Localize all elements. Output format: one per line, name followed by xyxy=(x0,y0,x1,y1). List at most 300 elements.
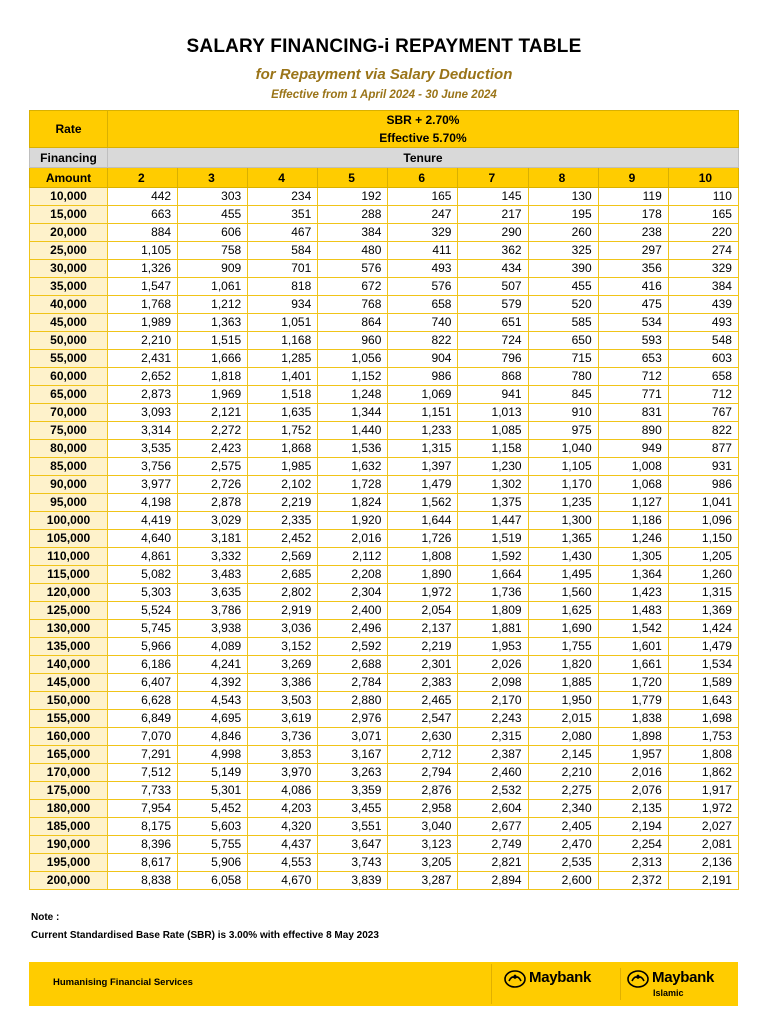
repayment-cell: 1,230 xyxy=(458,458,528,476)
repayment-cell: 2,880 xyxy=(318,692,388,710)
financing-amount-cell: 15,000 xyxy=(30,206,108,224)
repayment-cell: 442 xyxy=(108,188,178,206)
repayment-cell: 1,300 xyxy=(528,512,598,530)
financing-amount-cell: 160,000 xyxy=(30,728,108,746)
repayment-cell: 2,383 xyxy=(388,674,458,692)
repayment-cell: 2,208 xyxy=(318,566,388,584)
financing-amount-cell: 145,000 xyxy=(30,674,108,692)
maybank-tiger-mark-icon xyxy=(504,970,526,988)
repayment-cell: 2,054 xyxy=(388,602,458,620)
repayment-cell: 701 xyxy=(248,260,318,278)
maybank-tiger-mark-icon xyxy=(627,970,649,988)
repayment-cell: 1,401 xyxy=(248,368,318,386)
repayment-cell: 5,301 xyxy=(178,782,248,800)
repayment-cell: 1,246 xyxy=(598,530,668,548)
financing-amount-cell: 120,000 xyxy=(30,584,108,602)
repayment-cell: 2,016 xyxy=(318,530,388,548)
tenure-year-10: 10 xyxy=(668,168,738,188)
table-row xyxy=(30,602,739,620)
repayment-cell: 2,569 xyxy=(248,548,318,566)
repayment-cell: 1,632 xyxy=(318,458,388,476)
repayment-cell: 2,102 xyxy=(248,476,318,494)
repayment-cell: 3,635 xyxy=(178,584,248,602)
repayment-cell: 1,752 xyxy=(248,422,318,440)
repayment-cell: 3,503 xyxy=(248,692,318,710)
repayment-cell: 1,302 xyxy=(458,476,528,494)
repayment-cell: 1,285 xyxy=(248,350,318,368)
repayment-cell: 3,205 xyxy=(388,854,458,872)
repayment-cell: 868 xyxy=(458,368,528,386)
sbr-line: SBR + 2.70% xyxy=(386,113,460,127)
repayment-cell: 909 xyxy=(178,260,248,278)
repayment-cell: 890 xyxy=(598,422,668,440)
maybank-islamic-logo-text: Maybank xyxy=(652,969,715,986)
repayment-cell: 1,518 xyxy=(248,386,318,404)
repayment-cell: 260 xyxy=(528,224,598,242)
repayment-cell: 1,589 xyxy=(668,674,738,692)
table-row xyxy=(30,260,739,278)
repayment-cell: 1,953 xyxy=(458,638,528,656)
repayment-cell: 1,868 xyxy=(248,440,318,458)
repayment-cell: 712 xyxy=(668,386,738,404)
repayment-cell: 5,303 xyxy=(108,584,178,602)
repayment-cell: 234 xyxy=(248,188,318,206)
repayment-cell: 1,152 xyxy=(318,368,388,386)
table-row xyxy=(30,836,739,854)
note-label: Note : xyxy=(31,912,60,923)
repayment-cell: 986 xyxy=(668,476,738,494)
repayment-cell: 606 xyxy=(178,224,248,242)
repayment-cell: 3,181 xyxy=(178,530,248,548)
repayment-cell: 1,013 xyxy=(458,404,528,422)
repayment-cell: 2,098 xyxy=(458,674,528,692)
repayment-cell: 1,519 xyxy=(458,530,528,548)
financing-amount-cell: 105,000 xyxy=(30,530,108,548)
tenure-year-5: 5 xyxy=(318,168,388,188)
repayment-cell: 1,592 xyxy=(458,548,528,566)
repayment-cell: 3,756 xyxy=(108,458,178,476)
repayment-cell: 3,535 xyxy=(108,440,178,458)
table-row xyxy=(30,242,739,260)
repayment-cell: 5,755 xyxy=(178,836,248,854)
repayment-cell: 6,186 xyxy=(108,656,178,674)
repayment-cell: 2,219 xyxy=(388,638,458,656)
financing-amount-cell: 90,000 xyxy=(30,476,108,494)
repayment-cell: 1,862 xyxy=(668,764,738,782)
maybank-islamic-logo xyxy=(620,968,715,1000)
repayment-cell: 2,685 xyxy=(248,566,318,584)
effective-rate-line: Effective 5.70% xyxy=(379,131,467,145)
repayment-cell: 2,749 xyxy=(458,836,528,854)
repayment-cell: 110 xyxy=(668,188,738,206)
rate-value-header xyxy=(108,111,739,148)
repayment-cell: 6,849 xyxy=(108,710,178,728)
logo-area xyxy=(491,964,734,1004)
repayment-cell: 1,809 xyxy=(458,602,528,620)
repayment-cell: 4,089 xyxy=(178,638,248,656)
repayment-cell: 1,151 xyxy=(388,404,458,422)
repayment-cell: 4,695 xyxy=(178,710,248,728)
repayment-cell: 2,081 xyxy=(668,836,738,854)
repayment-cell: 1,069 xyxy=(388,386,458,404)
financing-amount-cell: 60,000 xyxy=(30,368,108,386)
repayment-cell: 2,726 xyxy=(178,476,248,494)
repayment-cell: 712 xyxy=(598,368,668,386)
repayment-cell: 3,167 xyxy=(318,746,388,764)
repayment-cell: 1,885 xyxy=(528,674,598,692)
financing-amount-cell: 180,000 xyxy=(30,800,108,818)
repayment-cell: 390 xyxy=(528,260,598,278)
repayment-table xyxy=(29,110,739,890)
repayment-cell: 1,397 xyxy=(388,458,458,476)
repayment-cell: 238 xyxy=(598,224,668,242)
financing-amount-cell: 40,000 xyxy=(30,296,108,314)
repayment-cell: 1,424 xyxy=(668,620,738,638)
tenure-year-3: 3 xyxy=(178,168,248,188)
repayment-cell: 1,375 xyxy=(458,494,528,512)
financing-amount-cell: 50,000 xyxy=(30,332,108,350)
repayment-cell: 303 xyxy=(178,188,248,206)
repayment-cell: 1,881 xyxy=(458,620,528,638)
repayment-cell: 1,186 xyxy=(598,512,668,530)
financing-amount-cell: 115,000 xyxy=(30,566,108,584)
repayment-cell: 3,332 xyxy=(178,548,248,566)
repayment-cell: 1,483 xyxy=(598,602,668,620)
repayment-cell: 2,496 xyxy=(318,620,388,638)
repayment-cell: 1,972 xyxy=(388,584,458,602)
repayment-cell: 5,452 xyxy=(178,800,248,818)
repayment-cell: 1,808 xyxy=(668,746,738,764)
repayment-cell: 3,483 xyxy=(178,566,248,584)
repayment-cell: 3,123 xyxy=(388,836,458,854)
financing-amount-cell: 65,000 xyxy=(30,386,108,404)
repayment-cell: 3,743 xyxy=(318,854,388,872)
table-row xyxy=(30,872,739,890)
table-row xyxy=(30,404,739,422)
repayment-cell: 3,314 xyxy=(108,422,178,440)
table-row xyxy=(30,674,739,692)
repayment-cell: 2,121 xyxy=(178,404,248,422)
financing-amount-cell: 30,000 xyxy=(30,260,108,278)
repayment-cell: 1,989 xyxy=(108,314,178,332)
repayment-cell: 1,898 xyxy=(598,728,668,746)
repayment-cell: 2,405 xyxy=(528,818,598,836)
repayment-cell: 145 xyxy=(458,188,528,206)
table-row xyxy=(30,332,739,350)
repayment-cell: 2,802 xyxy=(248,584,318,602)
repayment-cell: 2,137 xyxy=(388,620,458,638)
repayment-cell: 672 xyxy=(318,278,388,296)
repayment-cell: 1,824 xyxy=(318,494,388,512)
repayment-cell: 325 xyxy=(528,242,598,260)
financing-amount-cell: 135,000 xyxy=(30,638,108,656)
table-row xyxy=(30,584,739,602)
repayment-cell: 1,661 xyxy=(598,656,668,674)
financing-amount-cell: 165,000 xyxy=(30,746,108,764)
repayment-cell: 2,400 xyxy=(318,602,388,620)
repayment-cell: 2,275 xyxy=(528,782,598,800)
repayment-cell: 1,515 xyxy=(178,332,248,350)
repayment-cell: 1,720 xyxy=(598,674,668,692)
financing-amount-cell: 155,000 xyxy=(30,710,108,728)
table-row xyxy=(30,764,739,782)
repayment-cell: 831 xyxy=(598,404,668,422)
financing-amount-cell: 95,000 xyxy=(30,494,108,512)
repayment-cell: 2,876 xyxy=(388,782,458,800)
tenure-year-6: 6 xyxy=(388,168,458,188)
repayment-cell: 2,301 xyxy=(388,656,458,674)
repayment-cell: 4,437 xyxy=(248,836,318,854)
repayment-cell: 4,846 xyxy=(178,728,248,746)
repayment-cell: 3,040 xyxy=(388,818,458,836)
repayment-cell: 2,794 xyxy=(388,764,458,782)
repayment-cell: 2,313 xyxy=(598,854,668,872)
repayment-cell: 768 xyxy=(318,296,388,314)
financing-amount-cell: 140,000 xyxy=(30,656,108,674)
repayment-cell: 439 xyxy=(668,296,738,314)
tenure-year-4: 4 xyxy=(248,168,318,188)
repayment-cell: 8,396 xyxy=(108,836,178,854)
repayment-cell: 1,170 xyxy=(528,476,598,494)
repayment-cell: 663 xyxy=(108,206,178,224)
footer-tagline: Humanising Financial Services xyxy=(53,977,193,988)
repayment-cell: 1,698 xyxy=(668,710,738,728)
repayment-cell: 8,838 xyxy=(108,872,178,890)
repayment-cell: 1,235 xyxy=(528,494,598,512)
table-row xyxy=(30,296,739,314)
repayment-cell: 493 xyxy=(668,314,738,332)
repayment-cell: 5,082 xyxy=(108,566,178,584)
repayment-cell: 3,071 xyxy=(318,728,388,746)
financing-amount-cell: 20,000 xyxy=(30,224,108,242)
repayment-cell: 1,205 xyxy=(668,548,738,566)
repayment-cell: 5,524 xyxy=(108,602,178,620)
repayment-cell: 3,287 xyxy=(388,872,458,890)
table-row xyxy=(30,422,739,440)
repayment-cell: 2,958 xyxy=(388,800,458,818)
repayment-cell: 2,387 xyxy=(458,746,528,764)
repayment-cell: 3,359 xyxy=(318,782,388,800)
repayment-cell: 3,938 xyxy=(178,620,248,638)
repayment-cell: 3,093 xyxy=(108,404,178,422)
financing-amount-cell: 125,000 xyxy=(30,602,108,620)
repayment-cell: 7,291 xyxy=(108,746,178,764)
financing-amount-cell: 75,000 xyxy=(30,422,108,440)
repayment-cell: 1,150 xyxy=(668,530,738,548)
repayment-cell: 220 xyxy=(668,224,738,242)
repayment-cell: 1,363 xyxy=(178,314,248,332)
financing-amount-cell: 170,000 xyxy=(30,764,108,782)
repayment-cell: 2,219 xyxy=(248,494,318,512)
table-row xyxy=(30,746,739,764)
repayment-cell: 1,957 xyxy=(598,746,668,764)
repayment-cell: 1,542 xyxy=(598,620,668,638)
repayment-cell: 2,894 xyxy=(458,872,528,890)
repayment-cell: 1,736 xyxy=(458,584,528,602)
repayment-cell: 1,344 xyxy=(318,404,388,422)
repayment-cell: 1,808 xyxy=(388,548,458,566)
financing-amount-cell: 130,000 xyxy=(30,620,108,638)
repayment-cell: 3,386 xyxy=(248,674,318,692)
repayment-cell: 2,431 xyxy=(108,350,178,368)
repayment-cell: 1,779 xyxy=(598,692,668,710)
repayment-cell: 455 xyxy=(528,278,598,296)
repayment-cell: 1,430 xyxy=(528,548,598,566)
financing-amount-cell: 35,000 xyxy=(30,278,108,296)
repayment-cell: 4,553 xyxy=(248,854,318,872)
repayment-cell: 4,203 xyxy=(248,800,318,818)
repayment-cell: 4,670 xyxy=(248,872,318,890)
repayment-cell: 480 xyxy=(318,242,388,260)
repayment-cell: 949 xyxy=(598,440,668,458)
repayment-cell: 1,820 xyxy=(528,656,598,674)
repayment-cell: 2,015 xyxy=(528,710,598,728)
repayment-cell: 434 xyxy=(458,260,528,278)
repayment-cell: 576 xyxy=(318,260,388,278)
repayment-cell: 904 xyxy=(388,350,458,368)
financing-amount-cell: 80,000 xyxy=(30,440,108,458)
repayment-cell: 1,768 xyxy=(108,296,178,314)
repayment-cell: 195 xyxy=(528,206,598,224)
repayment-cell: 1,315 xyxy=(668,584,738,602)
repayment-cell: 2,470 xyxy=(528,836,598,854)
repayment-cell: 1,479 xyxy=(388,476,458,494)
table-row xyxy=(30,206,739,224)
repayment-cell: 4,392 xyxy=(178,674,248,692)
table-row xyxy=(30,278,739,296)
repayment-cell: 288 xyxy=(318,206,388,224)
financing-amount-cell: 70,000 xyxy=(30,404,108,422)
repayment-cell: 6,407 xyxy=(108,674,178,692)
financing-amount-cell: 150,000 xyxy=(30,692,108,710)
repayment-cell: 822 xyxy=(668,422,738,440)
repayment-cell: 2,677 xyxy=(458,818,528,836)
islamic-subtext: Islamic xyxy=(653,988,684,998)
repayment-cell: 416 xyxy=(598,278,668,296)
repayment-cell: 579 xyxy=(458,296,528,314)
repayment-cell: 960 xyxy=(318,332,388,350)
repayment-cell: 1,985 xyxy=(248,458,318,476)
repayment-cell: 1,315 xyxy=(388,440,458,458)
repayment-cell: 3,977 xyxy=(108,476,178,494)
repayment-cell: 297 xyxy=(598,242,668,260)
repayment-cell: 2,600 xyxy=(528,872,598,890)
repayment-cell: 3,647 xyxy=(318,836,388,854)
repayment-cell: 2,784 xyxy=(318,674,388,692)
repayment-cell: 548 xyxy=(668,332,738,350)
repayment-cell: 1,105 xyxy=(108,242,178,260)
financing-amount-cell: 10,000 xyxy=(30,188,108,206)
repayment-cell: 329 xyxy=(668,260,738,278)
repayment-cell: 5,603 xyxy=(178,818,248,836)
repayment-cell: 724 xyxy=(458,332,528,350)
repayment-cell: 178 xyxy=(598,206,668,224)
table-row xyxy=(30,350,739,368)
repayment-cell: 5,149 xyxy=(178,764,248,782)
repayment-cell: 2,170 xyxy=(458,692,528,710)
repayment-cell: 3,736 xyxy=(248,728,318,746)
repayment-cell: 467 xyxy=(248,224,318,242)
repayment-cell: 2,821 xyxy=(458,854,528,872)
repayment-cell: 658 xyxy=(388,296,458,314)
repayment-cell: 910 xyxy=(528,404,598,422)
repayment-cell: 6,628 xyxy=(108,692,178,710)
repayment-cell: 2,210 xyxy=(528,764,598,782)
repayment-cell: 1,447 xyxy=(458,512,528,530)
repayment-cell: 1,127 xyxy=(598,494,668,512)
repayment-cell: 1,755 xyxy=(528,638,598,656)
repayment-cell: 2,272 xyxy=(178,422,248,440)
repayment-cell: 758 xyxy=(178,242,248,260)
repayment-cell: 4,640 xyxy=(108,530,178,548)
repayment-cell: 3,786 xyxy=(178,602,248,620)
tenure-year-8: 8 xyxy=(528,168,598,188)
amount-header: Amount xyxy=(30,168,108,188)
repayment-cell: 884 xyxy=(108,224,178,242)
repayment-cell: 4,861 xyxy=(108,548,178,566)
repayment-cell: 1,096 xyxy=(668,512,738,530)
repayment-cell: 2,080 xyxy=(528,728,598,746)
repayment-cell: 1,233 xyxy=(388,422,458,440)
repayment-cell: 2,191 xyxy=(668,872,738,890)
repayment-cell: 8,617 xyxy=(108,854,178,872)
table-row xyxy=(30,224,739,242)
repayment-cell: 274 xyxy=(668,242,738,260)
repayment-cell: 1,547 xyxy=(108,278,178,296)
repayment-cell: 877 xyxy=(668,440,738,458)
repayment-cell: 2,604 xyxy=(458,800,528,818)
repayment-cell: 1,838 xyxy=(598,710,668,728)
repayment-cell: 3,551 xyxy=(318,818,388,836)
financing-amount-cell: 55,000 xyxy=(30,350,108,368)
table-row xyxy=(30,494,739,512)
repayment-cell: 796 xyxy=(458,350,528,368)
repayment-cell: 1,260 xyxy=(668,566,738,584)
repayment-cell: 2,112 xyxy=(318,548,388,566)
repayment-cell: 1,969 xyxy=(178,386,248,404)
repayment-cell: 975 xyxy=(528,422,598,440)
repayment-cell: 1,248 xyxy=(318,386,388,404)
repayment-cell: 2,016 xyxy=(598,764,668,782)
repayment-cell: 1,085 xyxy=(458,422,528,440)
financing-amount-cell: 175,000 xyxy=(30,782,108,800)
repayment-cell: 3,619 xyxy=(248,710,318,728)
repayment-cell: 1,601 xyxy=(598,638,668,656)
table-row xyxy=(30,458,739,476)
repayment-cell: 3,455 xyxy=(318,800,388,818)
repayment-cell: 130 xyxy=(528,188,598,206)
repayment-cell: 2,919 xyxy=(248,602,318,620)
page-title: SALARY FINANCING-i REPAYMENT TABLE xyxy=(186,36,582,57)
repayment-cell: 1,753 xyxy=(668,728,738,746)
repayment-cell: 1,365 xyxy=(528,530,598,548)
repayment-cell: 1,920 xyxy=(318,512,388,530)
repayment-cell: 1,423 xyxy=(598,584,668,602)
repayment-cell: 2,532 xyxy=(458,782,528,800)
repayment-cell: 4,198 xyxy=(108,494,178,512)
repayment-cell: 2,027 xyxy=(668,818,738,836)
repayment-cell: 520 xyxy=(528,296,598,314)
table-row xyxy=(30,440,739,458)
repayment-cell: 534 xyxy=(598,314,668,332)
repayment-cell: 5,966 xyxy=(108,638,178,656)
financing-amount-cell: 190,000 xyxy=(30,836,108,854)
repayment-cell: 4,419 xyxy=(108,512,178,530)
repayment-cell: 603 xyxy=(668,350,738,368)
repayment-cell: 4,086 xyxy=(248,782,318,800)
repayment-cell: 493 xyxy=(388,260,458,278)
repayment-cell: 384 xyxy=(668,278,738,296)
